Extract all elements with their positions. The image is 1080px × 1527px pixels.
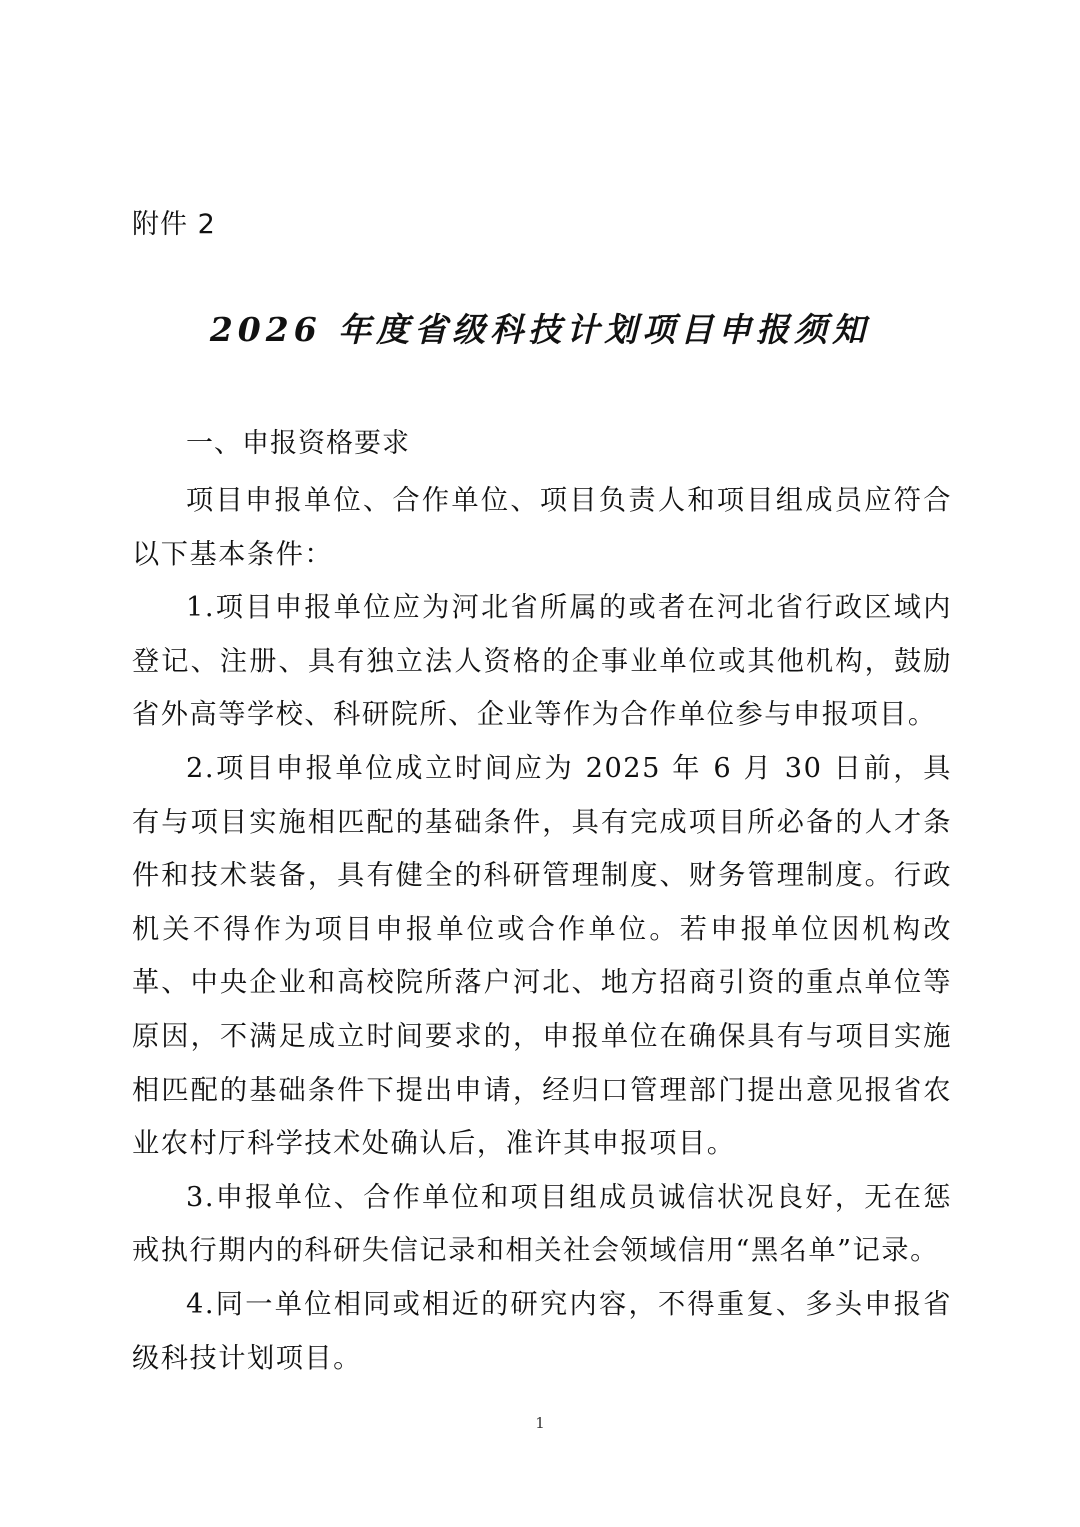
section-heading-eligibility: 一、申报资格要求 [186, 428, 410, 459]
paragraph-item-3: 3.申报单位、合作单位和项目组成员诚信状况良好，无在惩戒执行期内的科研失信记录和相关社会领域信用“黑名单”记录。 [132, 1181, 952, 1267]
document-body [132, 420, 952, 1385]
paragraph-item-4: 4.同一单位相同或相近的研究内容，不得重复、多头申报省级科技计划项目。 [132, 1288, 952, 1374]
page-number: 1 [535, 1414, 545, 1432]
attachment-label: 附件 2 [132, 209, 216, 240]
paragraph-item-1: 1.项目申报单位应为河北省所属的或者在河北省行政区域内登记、注册、具有独立法人资格的企事业单位或其他机构，鼓励省外高等学校、科研院所、企业等作为合作单位参与申报项目。 [132, 592, 952, 731]
document-title: 2026 年度省级科技计划项目申报须知 [209, 310, 871, 349]
paragraph-intro: 项目申报单位、合作单位、项目负责人和项目组成员应符合以下基本条件： [132, 485, 952, 570]
paragraph-item-2: 2.项目申报单位成立时间应为 2025 年 6 月 30 日前，具有与项目实施相匹配的基础条件，具有完成项目所必备的人才条件和技术装备，具有健全的科研管理制度、财务管理制度。行政机关不得作为项目申报单位或合作单位。若申报单位因机构改革、中央企业和高校院所落户河北、地方招商引资的重点单位等原因，不满足成立时间要求的，申报单位在确保具有与项目实施相匹配的基础条件下提出申请，经归口管理部门提出意见报省农业农村厅科学技术处确认后，准许其申报项目。 [132, 752, 952, 1160]
